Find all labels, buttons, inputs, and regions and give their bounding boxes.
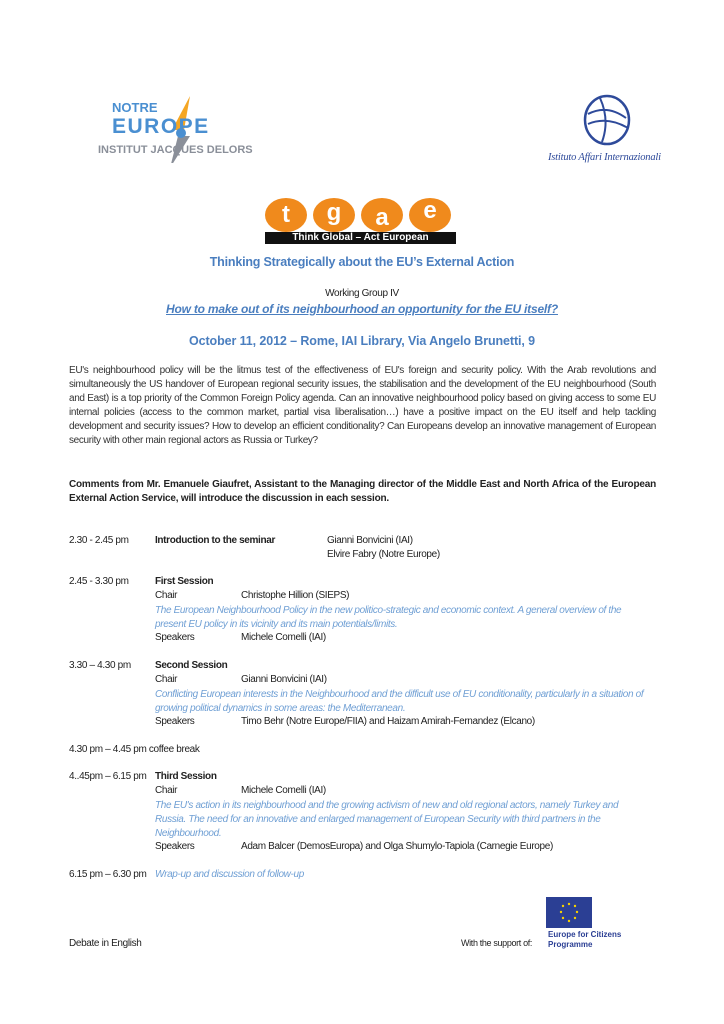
coffee-break: 4.30 pm – 4.45 pm coffee break (69, 744, 200, 755)
tgae-logo (263, 198, 458, 244)
iai-caption: Istituto Affari Internazionali (548, 152, 661, 163)
wrap-title: Wrap-up and discussion of follow-up (155, 869, 304, 880)
intro-speaker-2: Elvire Fabry (Notre Europe) (327, 549, 440, 560)
intro-paragraph: EU's neighbourhood policy will be the litmus test of the effectiveness of EU's foreign and security policy. With the Arab revolutions and simultaneously the US handover of European regional security issues, the stabilisation and the development of the EU neighbourhood (South and East) is a top priority of the Common Foreign Policy agenda. Can an innovative neighbourhood policy based on giving access to some EU internal policies (access to the common market, partial visa liberalisation…) have a positive impact on the EU itself and help tackling development and security issues? How to develop an efficient conditionality? Can Europeans develop an innovative management of European security with other main regional actors as Russia or Turkey? (69, 365, 656, 446)
s1-chair: Christophe Hillion (SIEPS) (241, 590, 350, 601)
notre-europe-logo (78, 88, 258, 163)
s2-time: 3.30 – 4.30 pm (69, 660, 131, 671)
s1-chair-label: Chair (155, 590, 178, 601)
logo-europe: EUROPE (112, 115, 210, 138)
s1-topic: The European Neighbourhood Policy in the new politico-strategic and economic context. A general overview of the present EU policy in its vicinity and its main potentials/limits. (155, 605, 622, 630)
tgae-letter-e: e (409, 198, 451, 232)
date-place: October 11, 2012 – Rome, IAI Library, Via Angelo Brunetti, 9 (189, 334, 535, 348)
eu-flag-icon (546, 897, 592, 928)
s1-title: First Session (155, 576, 214, 587)
intro-title: Introduction to the seminar (155, 535, 275, 546)
tgae-letter-a: a (361, 198, 403, 232)
tgae-tagline: Think Global – Act European (265, 232, 456, 244)
logo-notre: NOTRE (112, 100, 158, 115)
intro-time: 2.30 - 2.45 pm (69, 535, 129, 546)
page-title: Thinking Strategically about the EU’s External Action (209, 255, 515, 269)
s2-topic: Conflicting European interests in the Neighbourhood and the difficult use of EU conditionality, particularly in a situation of growing political dynamics in some areas: the Mediterranean. (155, 689, 644, 714)
s1-speakers: Michele Comelli (IAI) (241, 632, 326, 643)
s3-speakers-label: Speakers (155, 841, 195, 852)
working-group: Working Group IV (325, 288, 399, 299)
subtitle: How to make out of its neighbourhood an opportunity for the EU itself? (166, 302, 558, 316)
eu-caption-1: Europe for Citizens (548, 930, 622, 939)
s3-title: Third Session (155, 771, 217, 782)
debate-language: Debate in English (69, 938, 142, 949)
s2-title: Second Session (155, 660, 228, 671)
s3-chair: Michele Comelli (IAI) (241, 785, 326, 796)
s1-speakers-label: Speakers (155, 632, 195, 643)
tgae-letter-g: g (313, 198, 355, 232)
eu-caption-2: Programme (548, 940, 593, 949)
wrap-time: 6.15 pm – 6.30 pm (69, 869, 147, 880)
s3-speakers: Adam Balcer (DemosEuropa) and Olga Shumylo-Tapiola (Carnegie Europe) (241, 841, 553, 852)
s3-chair-label: Chair (155, 785, 178, 796)
s3-time: 4..45pm – 6.15 pm (69, 771, 147, 782)
s1-time: 2.45 - 3.30 pm (69, 576, 129, 587)
s2-chair: Gianni Bonvicini (IAI) (241, 674, 327, 685)
logo-institut: INSTITUT JACQUES DELORS (98, 144, 253, 156)
s2-chair-label: Chair (155, 674, 178, 685)
intro-speaker-1: Gianni Bonvicini (IAI) (327, 535, 413, 546)
s2-speakers: Timo Behr (Notre Europe/FIIA) and Haizam Amirah-Fernandez (Elcano) (241, 716, 535, 727)
comments-paragraph: Comments from Mr. Emanuele Giaufret, Assistant to the Managing director of the Middle East and North Africa of the European External Action Service, will introduce the discussion in each session. (69, 479, 656, 504)
tgae-letter-t: t (265, 198, 307, 232)
support-label: With the support of: (461, 938, 533, 948)
iai-logo (550, 94, 660, 169)
s2-speakers-label: Speakers (155, 716, 195, 727)
iai-globe-icon (550, 94, 660, 149)
s3-topic: The EU's action in its neighbourhood and the growing activism of new and old regional actors, namely Turkey and Russia. The need for an innovative and enlarged management of European Security with third partners in the Neighbourhood. (155, 800, 619, 839)
